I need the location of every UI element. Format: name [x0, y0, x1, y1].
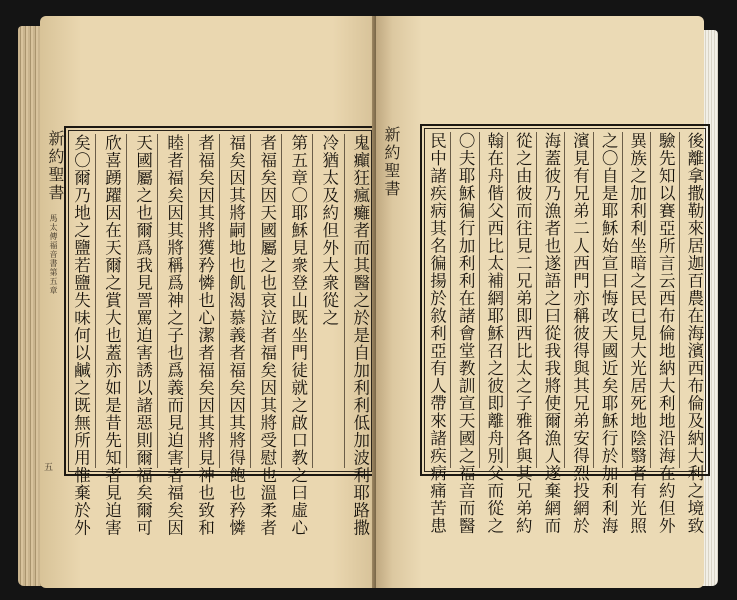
left-page: [40, 16, 384, 588]
left-page-number: 五: [44, 463, 54, 473]
left-column-8: 天國屬之也爾爲我見詈罵迫害誘以諸惡則爾福矣爾可: [133, 134, 153, 537]
right-column-3: 異族之加利利坐暗之民已見大光居死地陰翳者有光照: [627, 132, 647, 535]
left-text-columns: [71, 134, 370, 537]
right-column-7: 從之由彼而往見二兄弟即西比太之子雅各與其兄弟約: [513, 132, 533, 535]
right-page: [376, 16, 704, 588]
right-column-1: 後離拿撒勒來居迦百農在海濱西布倫及納大利之境致: [684, 132, 704, 535]
left-text-frame: [64, 126, 376, 537]
left-column-5: 福矣因其將嗣地也飢渴慕義者福矣因其將得飽也矜憐: [226, 134, 246, 537]
right-column-8: 翰在舟偕父西比太補網耶穌召之彼即離舟別父而從之: [484, 132, 504, 535]
left-column-10: 矣〇爾乃地之鹽若鹽失味何以鹹之既無所用惟棄於外: [71, 134, 91, 537]
right-text-frame: [420, 124, 710, 535]
right-column-6: 海蓋彼乃漁者也遂語之曰從我我將使爾漁人遂棄網而: [541, 132, 561, 535]
open-book: [18, 8, 723, 596]
left-column-2: 冷猶太及約但外大衆從之: [319, 134, 339, 327]
right-column-10: 民中諸疾病其名徧揚於敘利亞有人帶來諸疾病痛苦患: [427, 132, 447, 535]
right-column-4: 之〇自是耶穌始宣曰悔改天國近矣耶穌行於加利利海: [599, 132, 619, 535]
left-column-9: 欣喜踴躍因在天爾之賞大也蓋亦如是昔先知者見迫害: [102, 134, 122, 537]
right-margin-title: 新約聖書: [382, 126, 401, 198]
right-text-columns: [427, 132, 704, 535]
left-margin-chapter-note: 馬太傳福音書第五章: [49, 214, 58, 295]
right-column-2: 驗先知以賽亞所言云西布倫地納大利地沿海在約但外: [656, 132, 676, 535]
left-column-1: 鬼癲狂瘋癱者而其醫之於是自加利利低加波利耶路撒: [350, 134, 370, 537]
right-column-5: 濱見有兄弟二人西門亦稱彼得與其兄弟安得烈投網於: [570, 132, 590, 535]
left-column-6: 者福矣因其將獲矜憐也心潔者福矣因其將見神也致和: [195, 134, 215, 537]
left-column-7: 睦者福矣因其將稱爲神之子也爲義而見迫害者福矣因: [164, 134, 184, 537]
left-column-4: 者福矣因天國屬之也哀泣者福矣因其將受慰也溫柔者: [257, 134, 277, 537]
left-column-3: 第五章〇耶穌見衆登山既坐門徒就之啟口教之曰虛心: [288, 134, 308, 537]
left-margin-title: 新約聖書: [46, 130, 65, 202]
right-column-9: 〇夫耶穌徧行加利利在諸會堂教訓宣天國之福音而醫: [456, 132, 476, 535]
